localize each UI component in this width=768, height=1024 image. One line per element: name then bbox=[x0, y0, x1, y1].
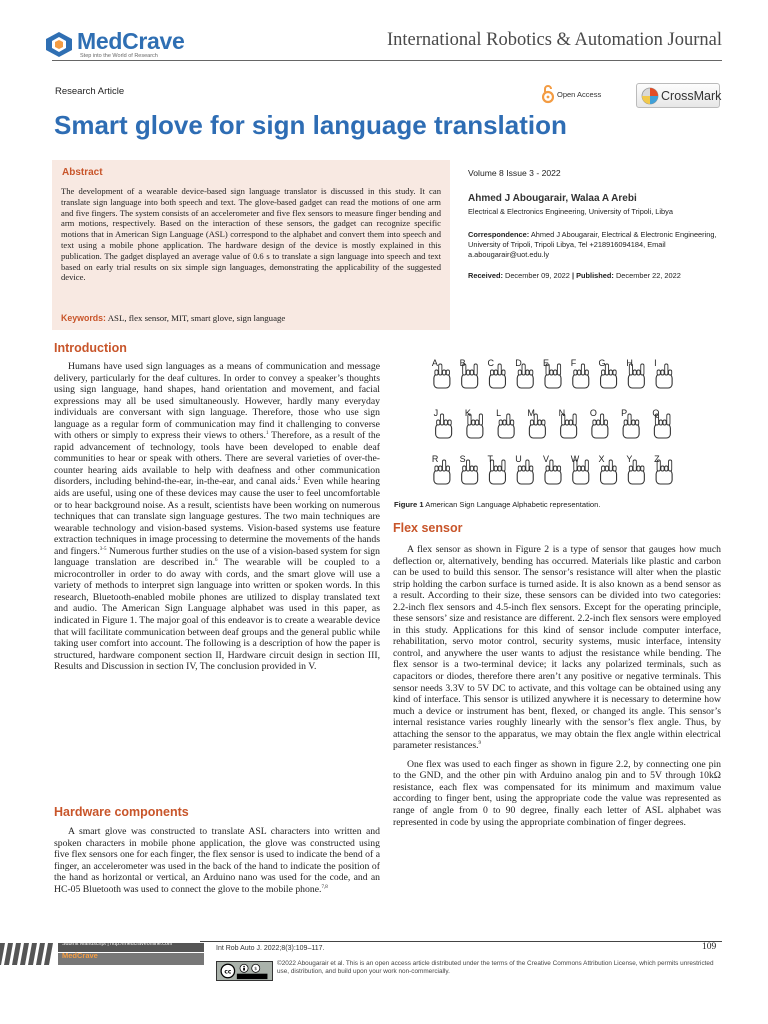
asl-hand-n bbox=[559, 408, 577, 438]
asl-hand-m bbox=[527, 408, 545, 438]
asl-hand-v bbox=[543, 454, 561, 484]
asl-letter-label: V bbox=[543, 454, 550, 464]
asl-letter-label: X bbox=[598, 454, 605, 464]
asl-letter-label: C bbox=[487, 358, 494, 368]
asl-hand-f bbox=[571, 358, 589, 388]
citation-ref[interactable]: 7,8 bbox=[321, 884, 328, 890]
abstract-text: The development of a wearable device-based sign language translator is discussed in this study. It can translate sign language into both speech and text. The glove-based gadget can read the motions of one arm and five fingers. The system consists of an accelerometer and five flex sensors to measure finger bending and arm motions, respectively. Based on the interaction of these sensors, the gadget can recognize specific motions that in American Sign Language (ASL) correspond to the alphabet and convert them into speech and text using a mobile phone application. The hardware design of the device is mostly explained in this publication. The gadget displayed an average value of 0.6 s to translate a sign language into speech and text based on early trial results on six simple sign languages, demonstrating the applicability of the suggested device. bbox=[61, 186, 441, 283]
open-access-badge[interactable] bbox=[542, 84, 622, 106]
keywords-label: Keywords: bbox=[61, 313, 106, 323]
asl-hand-g bbox=[599, 358, 617, 388]
asl-hand-j bbox=[434, 408, 452, 438]
introduction-paragraph: Humans have used sign languages as a means of communication and message delivery, particularly for the deaf cultures. In order to convey a speaker’s thoughts using sign language, hand shapes, hand orientation and movement, and facial expressions may all be used simultaneously. However, hardly many everyday individuals are conversant with sign language. Therefore, those who use sign language as a regular form of communication may find it challenging to converse with others or simply to express their views to others.$^1$ Therefore, as a result of the rapid advancement of technology, tools have been developed to enable deaf communities to hear or speak with others. There are several varieties of over-the-counter hearing aids available to help with deafness and other communication disorders, including behind-the-ear, in-the-ear, and canal aids.$^2$ Even while hearing aids are useful, using one of these devices may cause the user to feel uncomfortable or to hear background noise. As a result, scientists have been working on numerous techniques that can translate sign language gestures. The two main techniques are wearable technology and vision-based systems. Vision-based systems use feature extraction techniques in image processing to determine the movements of the hands and fingers.$^{3-5}$ Numerous further studies on the use of a vision-based system for sign language translation are described in.$^6$ The wearable will be coupled to a microcontroller in order to do away with cords, and the smart glove will use a variety of methods to interpret sign language into written or spoken words. In this research, Bluetooth-enabled mobile phones are utilized to display translated text and audio. The American Sign Language alphabet was used in this paper, as indicated in Figure 1. The major goal of this endeavor is to create a wearable device that will facilitate communication between deaf groups and the general public while taking user comfort into account. The following is a description of how the paper is structured, hardware component section II, Hardware circuit design in section III, Results and Discussion in section IV, The conclusion provided in V. bbox=[54, 361, 381, 673]
asl-hand-r bbox=[432, 454, 450, 484]
figure-caption-text: American Sign Language Alphabetic representation. bbox=[425, 500, 601, 509]
asl-hand-w bbox=[571, 454, 589, 484]
hardware-heading: Hardware components bbox=[54, 805, 189, 819]
asl-hand-p bbox=[621, 408, 639, 438]
medcrave-logo[interactable] bbox=[44, 28, 204, 62]
abstract-heading: Abstract bbox=[62, 167, 103, 178]
asl-hand-a bbox=[432, 358, 450, 388]
cc-license-icon[interactable] bbox=[216, 961, 273, 981]
footer-divider bbox=[200, 941, 722, 942]
page-number: 109 bbox=[702, 942, 717, 952]
asl-letter-label: I bbox=[654, 358, 657, 368]
medcrave-logo-icon bbox=[44, 30, 74, 58]
asl-letter-label: H bbox=[626, 358, 633, 368]
asl-hand-u bbox=[515, 454, 533, 484]
logo-text: MedCrave bbox=[77, 28, 185, 54]
asl-letter-label: B bbox=[459, 358, 466, 368]
citation-ref[interactable]: 1 bbox=[265, 431, 269, 437]
article-title: Smart glove for sign language translation bbox=[54, 110, 567, 140]
svg-text:cc: cc bbox=[224, 969, 232, 976]
asl-letter-label: N bbox=[558, 408, 566, 418]
svg-text:$: $ bbox=[254, 967, 258, 973]
crossmark-label: CrossMark bbox=[661, 89, 722, 103]
crossmark-button[interactable] bbox=[636, 83, 720, 108]
asl-letter-label: W bbox=[570, 454, 580, 464]
asl-letter-label: R bbox=[431, 454, 439, 464]
published-label: Published: bbox=[576, 270, 614, 280]
correspondence-label: Correspondence: bbox=[468, 230, 530, 239]
flex-sensor-paragraph-2: One flex was used to each finger as shown in figure 2.2, by connecting one pin to the GND, and the other pin with Arduino analog pin and to 5V through 10kΩ resistance, each flex was compensated for its minimum and maximum value according to finger bent, using the appropriate code the value was represented as range of angle from 0 to 90 degree, finally each letter of ASL alphabet was represented in code by using the appropriate combination of finger degrees. bbox=[393, 758, 721, 828]
asl-hand-t bbox=[487, 454, 505, 484]
asl-letter-label: F bbox=[570, 358, 577, 368]
figure-caption bbox=[394, 500, 600, 509]
asl-hand-x bbox=[599, 454, 617, 484]
abstract-box bbox=[52, 160, 450, 330]
article-type: Research Article bbox=[55, 86, 125, 97]
figure-label: Figure 1 bbox=[394, 500, 424, 509]
asl-letter-label: O bbox=[589, 408, 597, 418]
flex-sensor-text bbox=[393, 544, 721, 828]
received-label: Received: bbox=[468, 270, 503, 280]
copyright-notice: ©2022 Abougarair et al. This is an open access article distributed under the terms of the Creative Commons Attribution License, which permits unrestricted use, distribution, and build upon your work non-commercially. bbox=[277, 960, 714, 976]
asl-hand-h bbox=[626, 358, 644, 388]
article-info bbox=[468, 168, 720, 281]
asl-letter-label: J bbox=[433, 408, 439, 418]
keywords-line bbox=[61, 313, 285, 323]
asl-letter-label: M bbox=[527, 408, 535, 418]
asl-hand-i bbox=[654, 358, 672, 388]
journal-name: International Robotics & Automation Journal bbox=[386, 30, 722, 50]
asl-letter-label: P bbox=[621, 408, 628, 418]
page-footer bbox=[0, 940, 768, 1024]
header-divider bbox=[52, 60, 722, 61]
introduction-text bbox=[54, 361, 380, 673]
published-date: December 22, 2022 bbox=[615, 270, 681, 280]
affiliation: Electrical & Electronics Engineering, University of Tripoli, Libya bbox=[468, 207, 673, 216]
received-date: December 09, 2022 bbox=[504, 270, 570, 280]
asl-letter-label: D bbox=[515, 358, 522, 368]
asl-hand-e bbox=[543, 358, 561, 388]
article-dates: Received: December 09, 2022 | Published: December 22, 2022 bbox=[468, 270, 681, 280]
asl-letter-label: T bbox=[487, 454, 493, 464]
volume-issue: Volume 8 Issue 3 - 2022 bbox=[468, 168, 561, 178]
introduction-heading: Introduction bbox=[54, 341, 127, 355]
asl-hand-y bbox=[626, 454, 644, 484]
citation-ref[interactable]: 2 bbox=[297, 477, 301, 483]
journal-citation: Int Rob Auto J. 2022;8(3):109‒117. bbox=[216, 945, 325, 952]
open-access-label: Open Access bbox=[557, 90, 602, 99]
asl-letter-label: U bbox=[515, 454, 522, 464]
asl-hand-c bbox=[487, 358, 505, 388]
asl-letter-label: G bbox=[598, 358, 606, 368]
asl-letter-label: K bbox=[464, 408, 471, 418]
asl-letter-label: E bbox=[543, 358, 550, 368]
citation-ref[interactable]: 3-5 bbox=[99, 546, 107, 552]
keywords-value: ASL, flex sensor, MIT, smart glove, sign language bbox=[107, 313, 286, 323]
correspondence bbox=[468, 230, 720, 261]
hardware-text bbox=[54, 826, 380, 895]
asl-hand-o bbox=[590, 408, 608, 438]
asl-hand-b bbox=[460, 358, 478, 388]
asl-alphabet-figure bbox=[418, 352, 678, 492]
submit-manuscript-link[interactable]: Submit Manuscript | http://medcraveonline.com bbox=[62, 941, 173, 947]
asl-letter-label: Z bbox=[654, 454, 660, 464]
asl-letter-label: Q bbox=[652, 408, 660, 418]
citation-ref[interactable]: 6 bbox=[215, 558, 218, 564]
asl-hand-l bbox=[496, 408, 514, 438]
flex-sensor-paragraph-1: A flex sensor as shown in Figure 2 is a type of sensor that gauges how much deflection or, alternatively, bending has occurred. Materials like plastic and carbon can be used to build this sensor. The sensor’s resistance will alter when the plastic strip holding the carbon surface is turned aside. It is also known as a bend sensor as a result. According to their size, these sensors can be divided into two categories: 2.2-inch flex sensors and 4.5-inch flex sensors. Except for the operating principle, these sensors’ size and resistance are different. 2.2-inch flex sensors were employed in this study. Applications for this kind of sensor include computer interface, rehabilitation, servo motor control, security systems, music interface, intensity control, and anywhere the user wants to adjust the resistance while bending. The flex sensor is a two-terminal device; it lacks any polarized terminals, such as capacitors or diodes, therefore there aren’t any positive or negative terminals. This sensor needs 3.3V to 5V DC to activate, and this voltage can be obtained using any kind of interface. This sensor is utilized anywhere it is necessary to determine how much a device or instrument has bent, flexed, or changed its angle. This sensor’s internal resistance varies roughly linearly with the sensor’s flex angle. Thus, by attaching the sensor to the apparatus, we may obtain the flex angle within electrical parameter resistances.$^9$ bbox=[393, 544, 721, 752]
asl-letter-label: A bbox=[431, 358, 438, 368]
hardware-paragraph: A smart glove was constructed to translate ASL characters into written and spoken characters in mobile phone application, the glove was constructed using five flex sensors one for each finger, the flex sensor is used to indicate the bend of a finger, an accelerometer was used in the back of the hand to indicate the position of the hand as horizontal or vertical, an Arduino nano was used for the code, and an HC-05 Bluetooth was used to connect the glove to the mobile phone.$^{7,8}$ bbox=[54, 826, 380, 895]
authors: Ahmed J Abougarair, Walaa A Arebi bbox=[468, 193, 637, 204]
asl-hand-z bbox=[654, 454, 672, 484]
asl-hand-q bbox=[652, 408, 670, 438]
flex-sensor-heading: Flex sensor bbox=[393, 521, 463, 535]
citation-ref[interactable]: 9 bbox=[478, 741, 482, 747]
asl-hand-d bbox=[515, 358, 533, 388]
footer-logo: MedCrave bbox=[62, 951, 98, 960]
asl-letter-label: Y bbox=[626, 454, 633, 464]
crossmark-icon bbox=[641, 87, 659, 105]
asl-letter-label: L bbox=[496, 408, 502, 418]
logo-tagline: Step into the World of Research bbox=[80, 53, 158, 59]
asl-letter-label: S bbox=[459, 454, 466, 464]
open-access-lock-icon bbox=[542, 84, 554, 104]
correspondence-text: Ahmed J Abougarair, Electrical & Electronic Engineering, University of Tripoli, Tripoli Libya, Tel +218916094184, Email a.abougarair@uot.edu.ly bbox=[468, 230, 717, 260]
asl-hand-k bbox=[465, 408, 483, 438]
asl-hand-s bbox=[460, 454, 478, 484]
